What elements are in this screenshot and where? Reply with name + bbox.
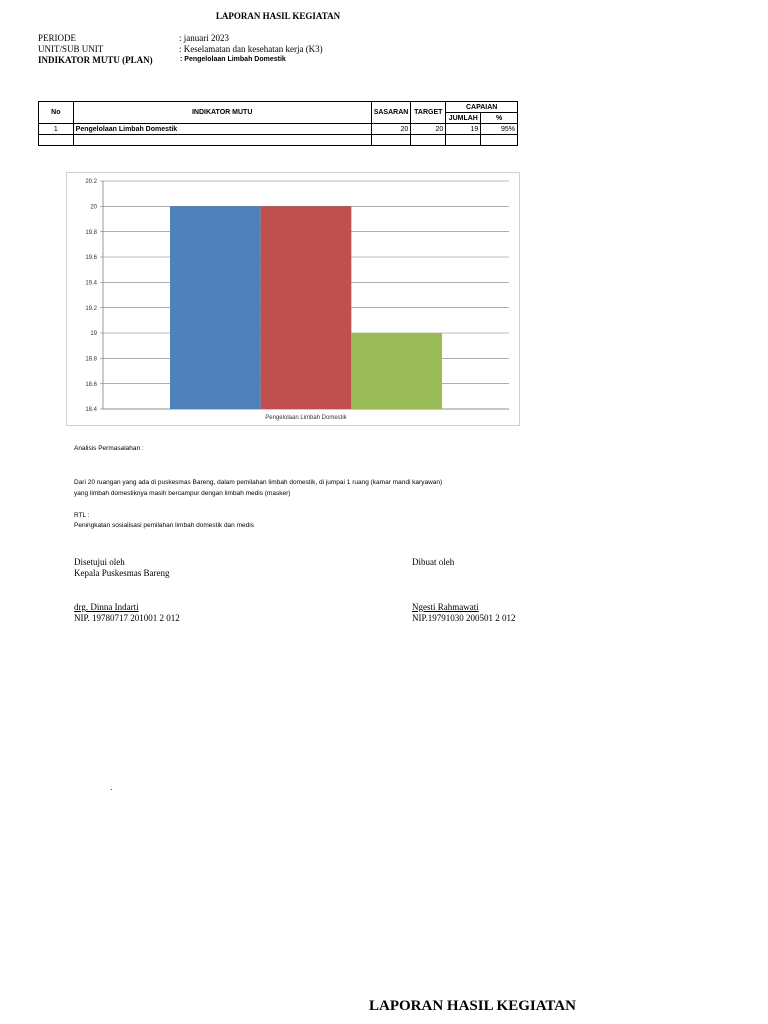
- cell-jumlah: 19: [446, 124, 481, 135]
- indikator-value: : Pengelolaan Limbah Domestik: [180, 56, 286, 63]
- bar-series-2: [261, 206, 352, 409]
- col-header-no: No: [39, 102, 74, 124]
- unit-value: : Keselamatan dan kesehatan kerja (K3): [179, 44, 323, 54]
- stray-dot: .: [110, 782, 113, 792]
- chart-frame: [66, 172, 520, 426]
- col-header-persen: %: [481, 113, 518, 124]
- table-row: [39, 124, 518, 135]
- table-row-empty: [39, 135, 518, 146]
- analysis-label: Analisis Permasalahan :: [74, 445, 144, 452]
- cell-persen: 95%: [481, 124, 518, 135]
- bar-series-1: [170, 206, 261, 409]
- indicator-table: [38, 101, 518, 146]
- approved-nip: NIP. 19780717 201001 2 012: [74, 613, 180, 623]
- bottom-report-title: LAPORAN HASIL KEGIATAN: [369, 998, 576, 1014]
- approved-name: drg. Dinna Indarti: [74, 602, 139, 612]
- y-tick-label: 19.4: [85, 280, 97, 287]
- y-tick-label: 19.2: [85, 305, 97, 312]
- rtl-label: RTL :: [74, 512, 90, 519]
- bar-series-3: [351, 333, 442, 409]
- y-tick-label: 19.8: [85, 229, 97, 236]
- col-header-jumlah: JUMLAH: [446, 113, 481, 124]
- y-tick-label: 19: [90, 331, 97, 338]
- made-name: Ngesti Rahmawati: [412, 602, 479, 612]
- approved-label: Disetujui oleh: [74, 557, 125, 567]
- periode-label: PERIODE: [38, 33, 76, 43]
- analysis-line-1: Dari 20 ruangan yang ada di puskesmas Bareng, dalam pemilahan limbah domestik, di jumpai 1 ruang (kamar mandi karyawan): [74, 479, 443, 486]
- y-tick-label: 18.4: [85, 407, 97, 414]
- made-nip: NIP.19791030 200501 2 012: [412, 613, 516, 623]
- report-title: LAPORAN HASIL KEGIATAN: [215, 11, 341, 21]
- cell-target: 20: [411, 124, 446, 135]
- indikator-label: INDIKATOR MUTU (PLAN): [38, 55, 153, 65]
- analysis-line-2: yang limbah domestiknya masih bercampur dengan limbah medis (masker): [74, 490, 291, 497]
- col-header-sasaran: SASARAN: [371, 102, 411, 124]
- approved-role: Kepala Puskesmas Bareng: [74, 568, 170, 578]
- col-header-capaian: CAPAIAN: [446, 102, 518, 113]
- made-label: Dibuat oleh: [412, 557, 455, 567]
- rtl-text: Peningkatan sosialisasi pemilahan limbah domestik dan medis: [74, 522, 254, 529]
- col-header-target: TARGET: [411, 102, 446, 124]
- y-tick-label: 20: [90, 204, 97, 211]
- cell-no: 1: [39, 124, 74, 135]
- x-category-label: Pengelolaan Limbah Domestik: [265, 415, 347, 421]
- cell-indikator: Pengelolaan Limbah Domestik: [73, 124, 371, 135]
- cell-sasaran: 20: [371, 124, 411, 135]
- y-tick-label: 20.2: [85, 179, 97, 186]
- y-tick-label: 19.6: [85, 255, 97, 262]
- periode-value: : januari 2023: [179, 33, 229, 43]
- col-header-indikator: INDIKATOR MUTU: [73, 102, 371, 124]
- y-tick-label: 18.6: [85, 381, 97, 388]
- bar-chart: [67, 173, 519, 425]
- y-tick-label: 18.8: [85, 356, 97, 363]
- unit-label: UNIT/SUB UNIT: [38, 44, 104, 54]
